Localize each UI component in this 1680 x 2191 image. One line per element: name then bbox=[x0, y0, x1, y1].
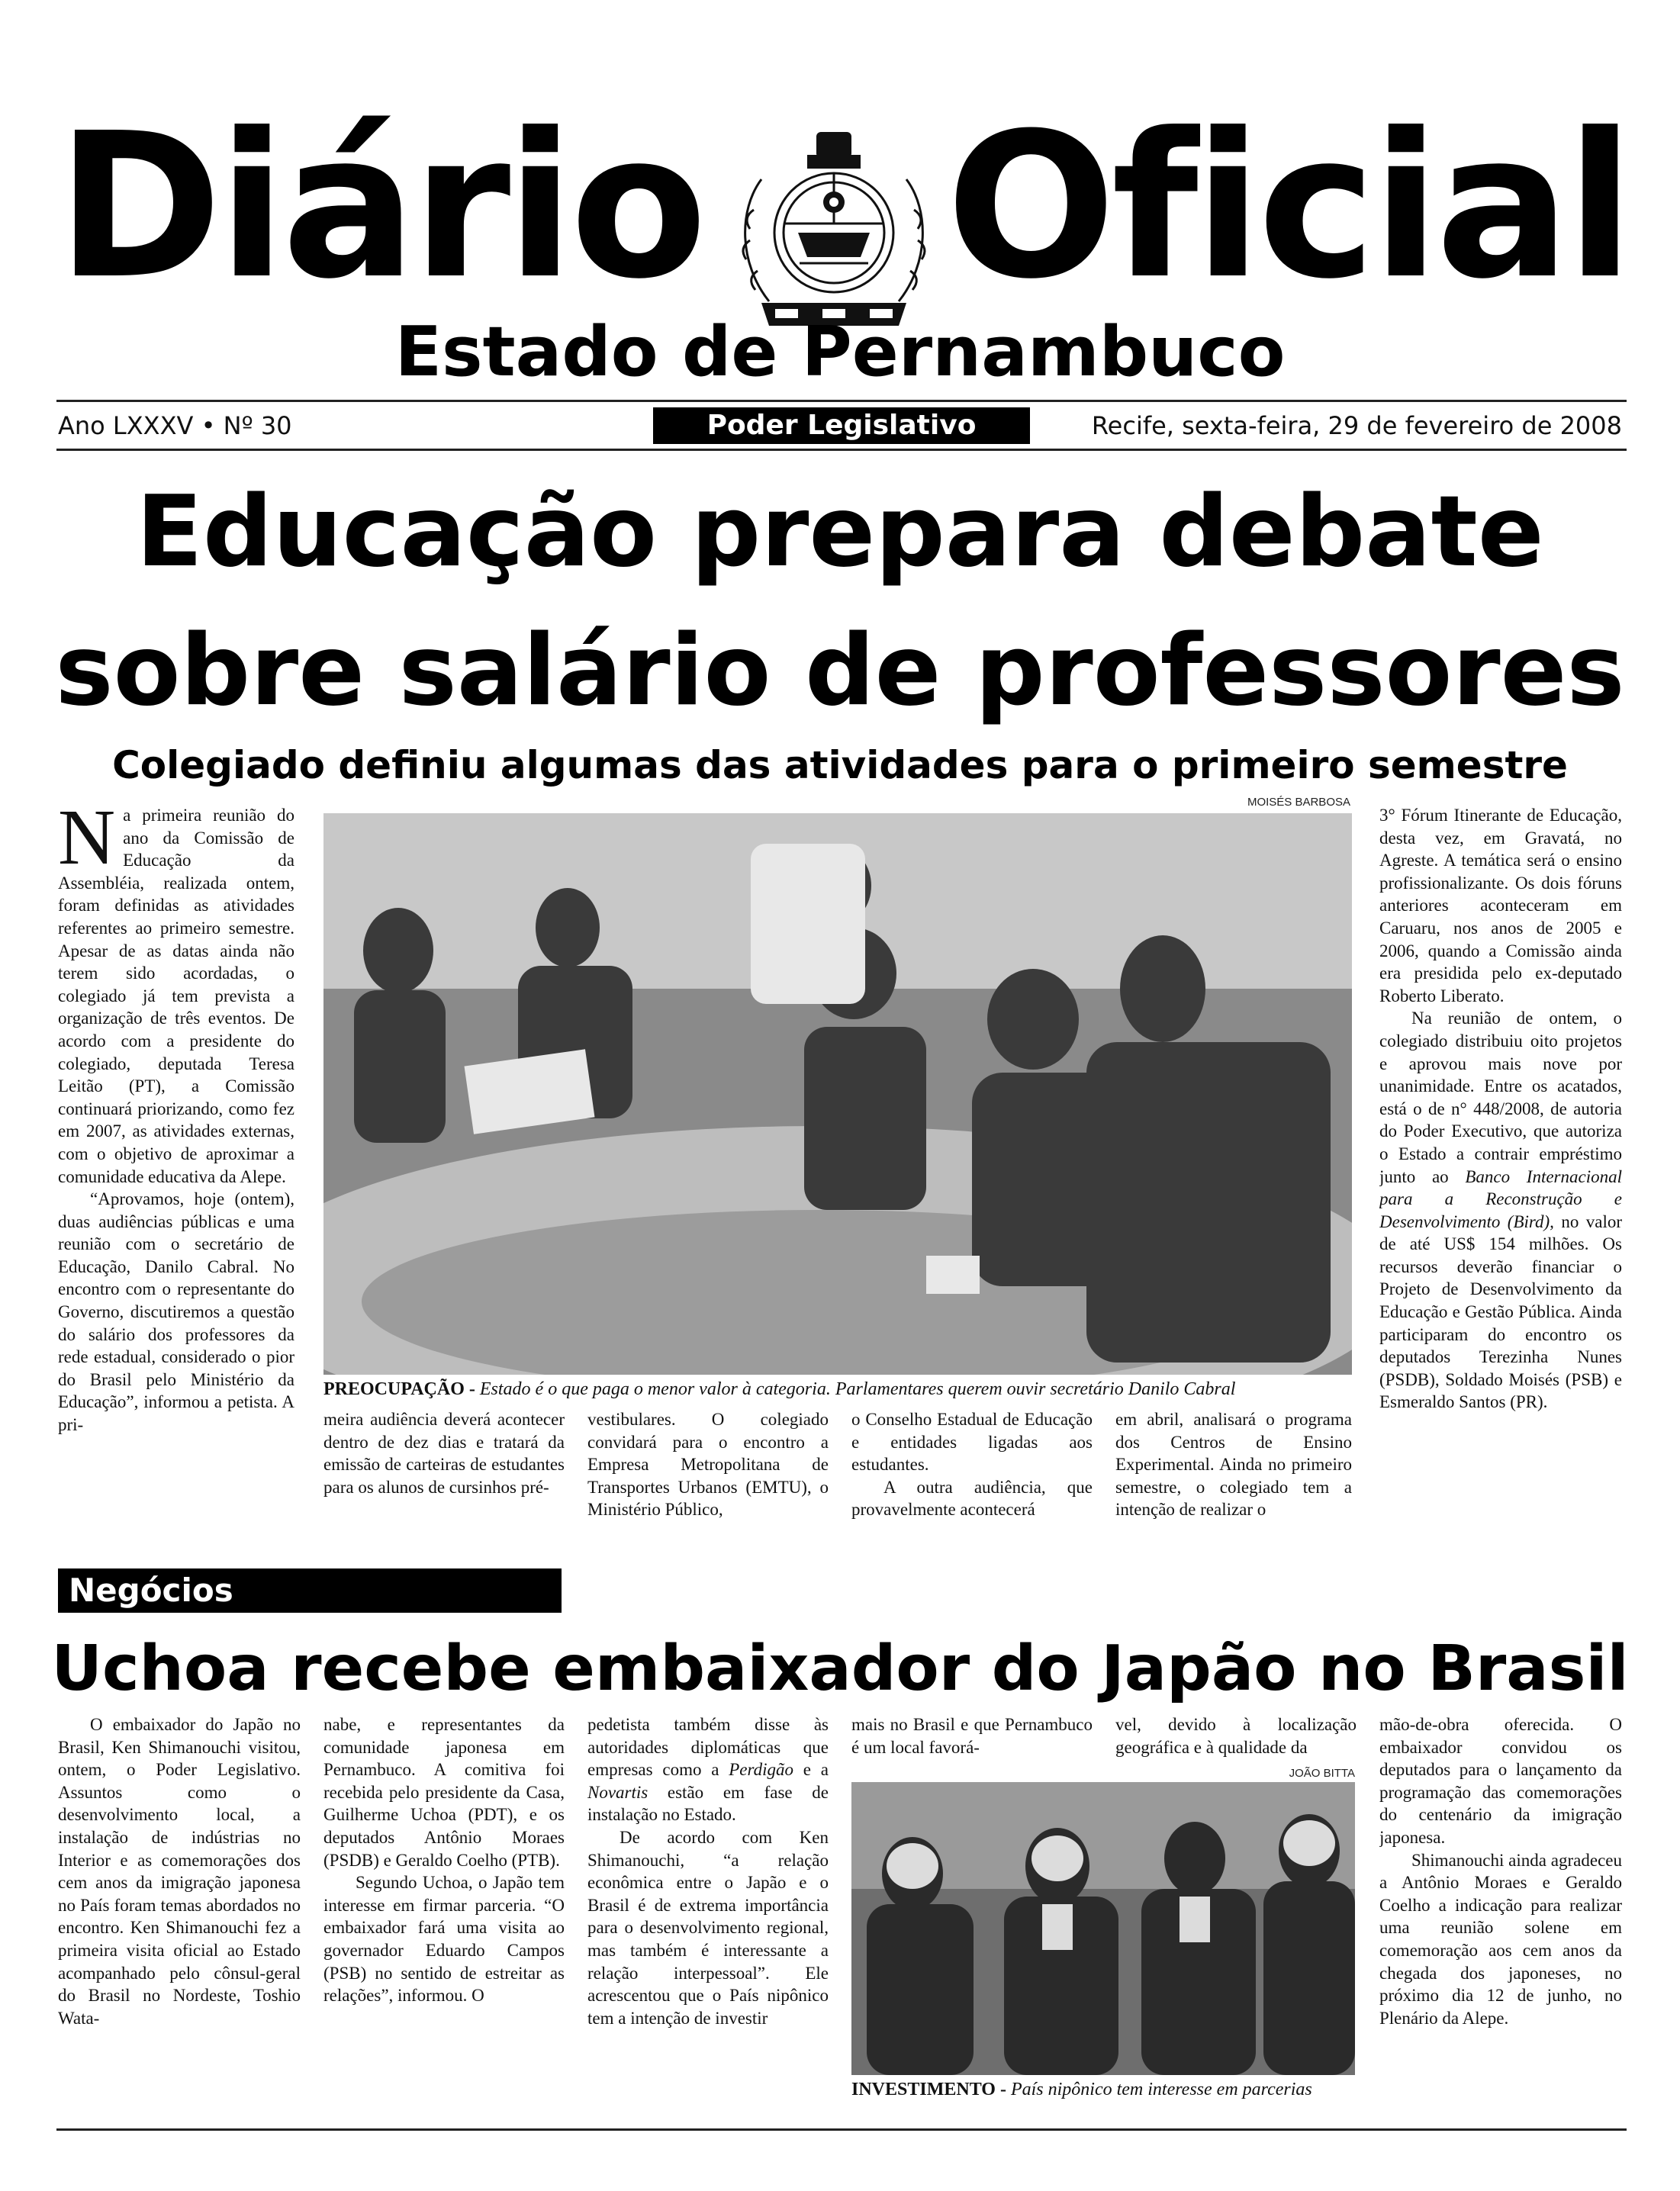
lead-col6-p2-b: no valor de até US$ 154 milhões. Os recursos deverão financiar o Projeto de Desenvolvimento da Educação e Gestão Pública. Ainda participaram do encontro os deputados Terezinha Nunes (PSDB), Soldado Moisés (PSB) e Esmeraldo Santos (PR). bbox=[1379, 1211, 1622, 1412]
lead-column-2 bbox=[323, 1408, 565, 1530]
second-col3-p1-italic1: Perdigão bbox=[729, 1760, 793, 1780]
lead-column-5 bbox=[1115, 1408, 1352, 1530]
lead-col6-p2 bbox=[1379, 1007, 1622, 1414]
lead-col4-p2: A outra audiência, que provavelmente acontecerá bbox=[851, 1477, 1093, 1520]
second-col1-text: O embaixador do Japão no Brasil, Ken Shimanouchi visitou, ontem, o Poder Legislativo. Assuntos como o desenvolvimento local, a instalação de indústrias no Interior e as comemorações dos cem anos da imigração japonesa no País foram temas abordados no encontro. Ken Shimanouchi fez a primeira visita oficial ao Estado acompanhado pelo cônsul-geral do Brasil no Nordeste, Toshio Wata- bbox=[58, 1715, 301, 2028]
branch-badge: Poder Legislativo bbox=[653, 407, 1030, 444]
second-caption-text: País nipônico tem interesse em parcerias bbox=[1010, 2080, 1312, 2099]
lead-column-4 bbox=[851, 1408, 1093, 1530]
second-col2-p2: Segundo Uchoa, o Japão tem interesse em firmar parceria. “O embaixador fará uma visita ao governador Eduardo Campos (PSB) no sentido de estreitar as relações”, informou. O bbox=[323, 1873, 565, 2006]
second-caption-label: INVESTIMENTO - bbox=[851, 2080, 1011, 2099]
masthead-rule-bottom bbox=[56, 449, 1627, 451]
second-col3-p1-b: e a bbox=[793, 1760, 829, 1780]
second-col2-p1: nabe, e representantes da comunidade japonesa em Pernambuco. A comitiva foi recebida pelo presidente da Casa, Guilherme Uchoa (PDT), e os deputados Antônio Moraes (PSDB) e Geraldo Coelho (PTB). bbox=[323, 1715, 565, 1870]
masthead-subtitle: Estado de Pernambuco bbox=[394, 312, 1286, 392]
second-column-2 bbox=[323, 1713, 565, 2118]
lead-column-3 bbox=[587, 1408, 829, 1530]
lead-column-1 bbox=[58, 804, 294, 1521]
edition-number: Ano LXXXV • Nº 30 bbox=[58, 411, 292, 440]
lead-col6-p2-italic: Banco Internacional para a Reconstrução e Desenvolvimento (Bird), bbox=[1379, 1166, 1622, 1231]
dropcap: N bbox=[58, 804, 116, 881]
lead-col1-p2: “Aprovamos, hoje (ontem), duas audiências públicas e uma reunião com o secretário de Educação, Danilo Cabral. No encontro com o representante do Governo, discutiremos a questão do salário dos professores da rede estadual, considerado o pior do Brasil pelo Ministério da Educação”, informou a petista. A pri- bbox=[58, 1189, 294, 1435]
section-tag-negocios: Negócios bbox=[58, 1568, 562, 1613]
second-column-5 bbox=[1115, 1713, 1357, 1767]
second-column-4 bbox=[851, 1713, 1093, 1767]
lead-headline-line2: sobre salário de professores bbox=[55, 614, 1625, 728]
second-col5-text: vel, devido à localização geográfica e à qualidade da bbox=[1115, 1715, 1357, 1757]
second-photo-caption bbox=[851, 2078, 1364, 2101]
second-col6-p1: mão-de-obra oferecida. O embaixador convidou os deputados para o lançamento da programação das comemorações do centenário da imigração japonesa. bbox=[1379, 1715, 1622, 1847]
masthead-title-left: Diário bbox=[56, 90, 703, 323]
lead-photo-credit: MOISÉS BARBOSA bbox=[1247, 796, 1350, 809]
second-column-6 bbox=[1379, 1713, 1622, 2118]
second-photo-credit: JOÃO BITTA bbox=[1289, 1767, 1355, 1780]
lead-col6-p1: 3° Fórum Itinerante de Educação, desta vez, em Gravatá, no Agreste. A temática será o ensino profissionalizante. Os dois fóruns anteriores aconteceram em Caruaru, nos anos de 2005 e 2006, quando a Comissão ainda era presidida pelo ex-deputado Roberto Liberato. bbox=[1379, 806, 1622, 1005]
lead-caption-text: Estado é o que paga o menor valor à categoria. Parlamentares querem ouvir secretário Danilo Cabral bbox=[479, 1379, 1236, 1399]
lead-col2-text: meira audiência deverá acontecer dentro de dez dias e tratará da emissão de carteiras de estudantes para os alunos de cursinhos pré- bbox=[323, 1410, 565, 1497]
lead-col3-text: vestibulares. O colegiado convidará para o encontro a Empresa Metropolitana de Transportes Urbanos (EMTU), o Ministério Público, bbox=[587, 1410, 829, 1520]
second-headline: Uchoa recebe embaixador do Japão no Brasil bbox=[51, 1633, 1629, 1705]
bottom-rule bbox=[56, 2128, 1627, 2131]
second-col3-p1-a: pedetista também disse às autoridades diplomáticas que empresas como a bbox=[587, 1715, 829, 1780]
lead-photo bbox=[323, 813, 1352, 1375]
second-col3-p1-italic2: Novartis bbox=[587, 1782, 649, 1802]
second-col6-p2: Shimanouchi ainda agradeceu a Antônio Moraes e Geraldo Coelho a indicação para realizar uma reunião solene em comemoração aos cem anos da chegada dos japoneses, no próximo dia 12 de junho, no Plenário da Alepe. bbox=[1379, 1850, 1622, 2028]
lead-col1-p1: a primeira reunião do ano da Comissão de Educação da Assembléia, realizada ontem, foram definidas as atividades referentes ao primeiro semestre. Apesar de as datas ainda não terem sido acordadas, o colegiado já tem prevista a organização de três eventos. De acordo com a presidente do colegiado, deputada Teresa Leitão (PT), a Comissão continuará priorizando, como fez em 2007, as atividades externas, com o objetivo de aproximar a comunidade educativa da Alepe. bbox=[58, 806, 294, 1186]
second-col4-text: mais no Brasil e que Pernambuco é um local favorá- bbox=[851, 1715, 1093, 1757]
lead-column-6 bbox=[1379, 804, 1622, 1529]
lead-col6-p2-a: Na reunião de ontem, o colegiado distribuiu oito projetos e aprovou mais nove por unanimidade. Entre os acatados, está o de n° 448/2008, de autoria do Poder Executivo, que autoriza o Estado a contrair empréstimo junto ao bbox=[1379, 1009, 1622, 1186]
second-col3-p1-c: estão em fase de instalação no Estado. bbox=[587, 1782, 829, 1825]
second-column-1 bbox=[58, 1713, 301, 2118]
masthead-rule-top bbox=[56, 400, 1627, 402]
lead-headline-line1: Educação prepara debate bbox=[136, 475, 1544, 589]
second-column-3 bbox=[587, 1713, 829, 2118]
lead-col5-text: em abril, analisará o programa dos Centros de Ensino Experimental. Ainda no primeiro semestre, o colegiado tem a intenção de realizar o bbox=[1115, 1410, 1352, 1520]
lead-caption-label: PREOCUPAÇÃO - bbox=[323, 1379, 480, 1399]
masthead-title-right: Oficial bbox=[946, 90, 1630, 323]
second-photo bbox=[851, 1782, 1355, 2075]
dateline: Recife, sexta-feira, 29 de fevereiro de 2008 bbox=[1091, 411, 1622, 440]
lead-col4-p1: o Conselho Estadual de Educação e entidades ligadas aos estudantes. bbox=[851, 1410, 1093, 1475]
pernambuco-coat-of-arms-icon bbox=[731, 126, 937, 336]
lead-photo-caption bbox=[323, 1378, 1352, 1401]
second-col3-p1 bbox=[587, 1713, 829, 1826]
second-col3-p2: De acordo com Ken Shimanouchi, “a relação econômica entre o Japão e o Brasil é de extrema importância para o desenvolvimento regional, mas também é interessante a relação interpessoal”. Ele acrescentou que o País nipônico tem a intenção de investir bbox=[587, 1827, 829, 2028]
lead-deck: Colegiado definiu algumas das atividades para o primeiro semestre bbox=[112, 743, 1568, 787]
